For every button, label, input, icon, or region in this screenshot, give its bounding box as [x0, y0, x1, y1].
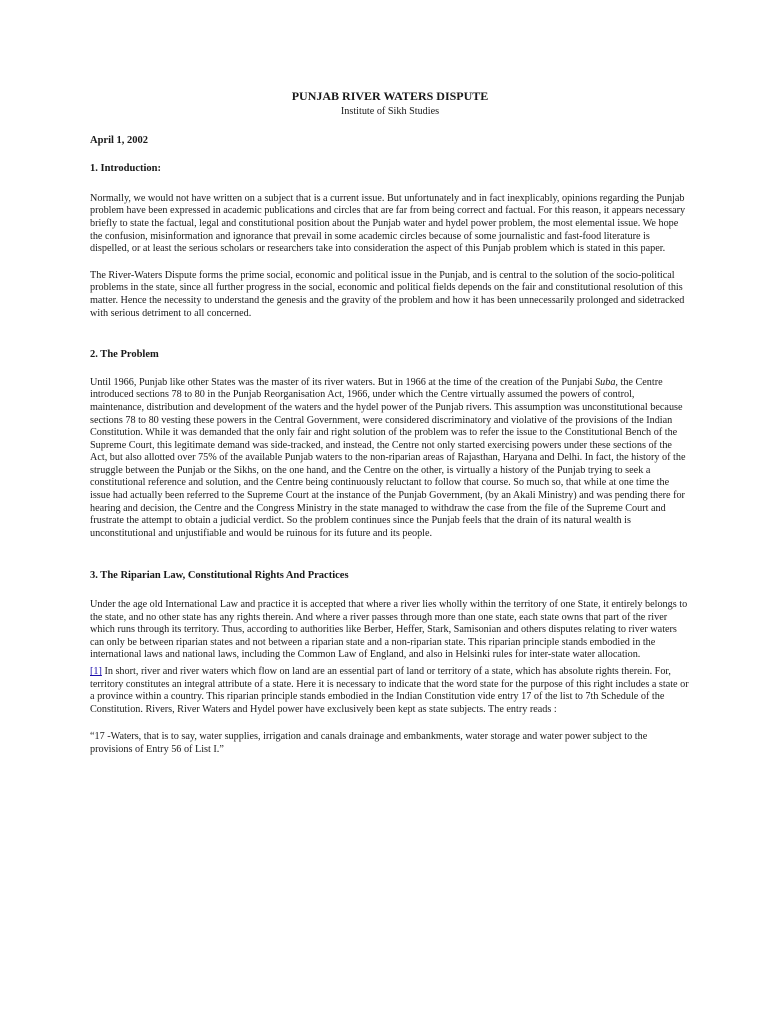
- section-heading-introduction: 1. Introduction:: [90, 163, 161, 175]
- section-heading-problem: 2. The Problem: [90, 349, 159, 361]
- section-heading-riparian: 3. The Riparian Law, Constitutional Rights And Practices: [90, 570, 349, 582]
- riparian-paragraph-2: [90, 666, 690, 716]
- intro-paragraph-1: Normally, we would not have written on a subject that is a current issue. But unfortunately and in fact inexplicably, opinions regarding the Punjab problem have been expressed in academic publications and circles that are far from being correct and factual. For this reason, it appears necessary briefly to state the factual, legal and constitutional position about the Punjab water and hydel power problem, the most elemental issue. We hope the confusion, misinformation and ignorance that prevail in some academic circles because of some journalistic and fast-food literature is dispelled, or at least the serious scholars or researchers take into consideration the aspect of this Punjab problem which is stated in this paper.: [90, 192, 686, 255]
- intro-paragraph-2: The River-Waters Dispute forms the prime social, economic and political issue in the Punjab, and is central to the solution of the socio-political problems in the state, since all further progress in the social, economic and political fields depends on the fair and constitutional resolution of this matter. Hence the necessity to understand the genesis and the gravity of the problem and how it has been unnecessarily prolonged and sidetracked with serious detriment to all concerned.: [90, 269, 685, 319]
- document-subtitle: Institute of Sikh Studies: [340, 106, 440, 117]
- footnote-link[interactable]: [1]: [90, 666, 102, 677]
- problem-text-part-1: Until 1966, Punjab like other States was the master of its river waters. But in 1966 at the time of the creation of the Punjabi: [90, 376, 596, 388]
- problem-text-italic: Suba: [595, 376, 616, 388]
- riparian-paragraph-1: Under the age old International Law and practice it is accepted that where a river lies wholly within the territory of one State, it entirely belongs to the state, and no other state has any rights therein. And where a river passes through more than one state, each state owns that part of the river which runs through its territory. Thus, according to authorities like Berber, Heffer, Stark, Samisonian and others disputes relating to river waters can only be between riparian states and not between a riparian state and a non-riparian state. This riparian principle stands embodied in the international laws and national laws, including the Common Law of England, and also in Helsinki rules for inter-state water allocation.: [90, 599, 688, 661]
- document-date: April 1, 2002: [90, 134, 149, 146]
- document-title: PUNJAB RIVER WATERS DISPUTE: [291, 89, 489, 103]
- entry-quote: “17 -Waters, that is to say, water supplies, irrigation and canals drainage and embankments, water storage and water power subject to the provisions of Entry 56 of List I.”: [90, 731, 648, 755]
- problem-paragraph: [90, 377, 690, 541]
- problem-text-part-2: , the Centre introduced sections 78 to 80 in the Punjab Reorganisation Act, 1966, under which the Centre virtually assumed the powers of control, maintenance, distribution and development of the waters and the hydel power of the Punjab rivers. This assumption was unconstitutional because sections 78 to 80 vesting these powers in the Central Government, were considered discriminatory and violative of the provisions of the Indian Constitution. While it was demanded that the only fair and right solution of the problem was to refer the issue to the Constitutional Bench of the Supreme Court, this legitimate demand was side-tracked, and instead, the Centre not only started exercising powers under these sections of the Act, but also allotted over 75% of the available Punjab waters to the non-riparian areas of Rajasthan, Haryana and Delhi. In fact, the history of the struggle between the Punjab or the Sikhs, on the one hand, and the Centre on the other, is virtually a history of the Punjab trying to seek a constitutional reference and solution, and the Centre being continuously reluctant to follow that course. So much so, that while at one time the issue had actually been referred to the Supreme Court at the instance of the Punjab Government, (by an Akali Ministry) and was pending there for hearing and decision, the Centre and the Congress Ministry in the state managed to withdraw the case from the file of the Supreme Court and frustrate the attempt to obtain a judicial verdict. So the problem continues since the Punjab feels that the drain of its natural wealth is unconstitutional and unjustifiable and would be ruinous for its future and its people.: [90, 376, 686, 539]
- document-page: [90, 84, 690, 757]
- riparian-text: In short, river and river waters which flow on land are an essential part of land or territory of a state, which has absolute rights therein. For, territory constitutes an integral attribute of a state. Here it is necessary to indicate that the word state for the purpose of this right includes a state or a province within a country. This riparian principle stands embodied in the Indian Constitution vide entry 17 of the list to 7th Schedule of the Constitution. Rivers, River Waters and Hydel power have exclusively been kept as state subjects. The entry reads :: [90, 666, 689, 715]
